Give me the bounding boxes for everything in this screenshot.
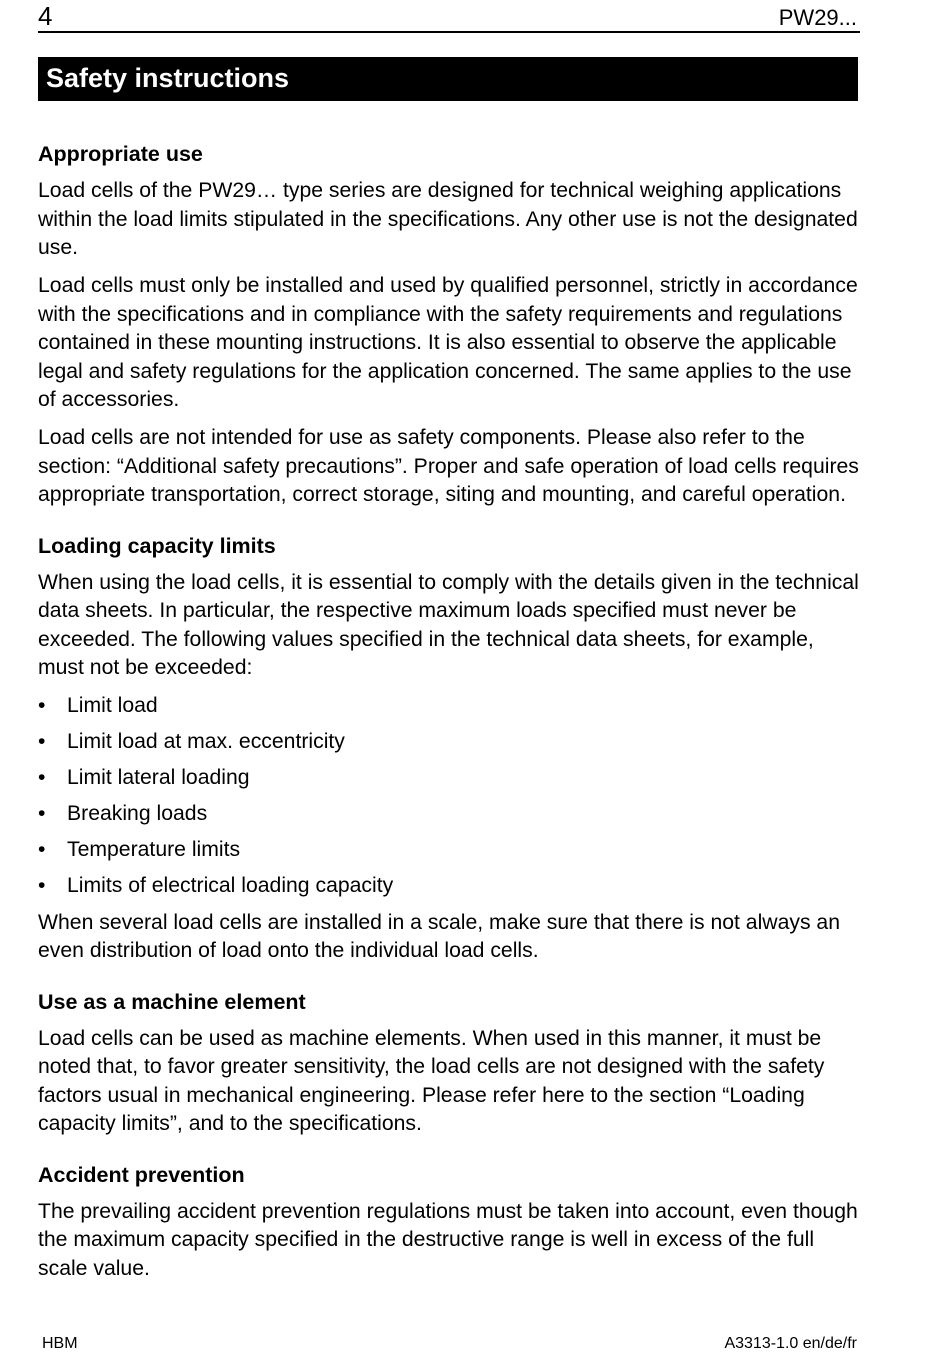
footer-brand: HBM <box>42 1335 78 1352</box>
bullet-icon: • <box>38 874 46 897</box>
section-appropriate-use <box>38 140 860 510</box>
section-loading-capacity-limits <box>38 532 860 966</box>
list-item: • Limit load at max. eccentricity <box>38 728 860 757</box>
section-heading: Appropriate use <box>38 142 203 166</box>
bullet-icon: • <box>38 766 46 789</box>
page-title: Safety instructions <box>46 63 290 93</box>
paragraph: Load cells of the PW29… type series are designed for technical weighing applications within the load limits stipulated in the specifications. Any other use is not the designated use. <box>38 179 858 259</box>
page-number: 4 <box>38 1 53 31</box>
paragraph: Load cells can be used as machine elements. When used in this manner, it must be noted that, to favor greater sensitivity, the load cells are not designed with the safety factors usual in mechanical engineering. Please refer here to the section “Loading capacity limits”, and to the specifications. <box>38 1026 825 1135</box>
bullet-icon: • <box>38 838 46 861</box>
list-item: • Temperature limits <box>38 836 860 865</box>
list-item: • Breaking loads <box>38 800 860 829</box>
title-bar <box>38 57 858 101</box>
paragraph: Load cells are not intended for use as safety components. Please also refer to the section: “Additional safety precautions”. Proper and safe operation of load cells requires appropriate transportation, correct storage, siting and mounting, and careful operation. <box>38 426 859 506</box>
header-rule <box>38 31 860 33</box>
section-accident-prevention <box>38 1161 860 1284</box>
paragraph: Load cells must only be installed and used by qualified personnel, strictly in accordance with the specifications and in compliance with the safety requirements and regulations contained in these mounting instructions. It is also essential to observe the applicable legal and safety regulations for the application concerned. The same applies to the use of accessories. <box>38 274 858 411</box>
bullet-icon: • <box>38 802 46 825</box>
list-item: • Limit lateral loading <box>38 764 860 793</box>
section-machine-element <box>38 988 860 1139</box>
paragraph: When using the load cells, it is essential to comply with the details given in the technical data sheets. In particular, the respective maximum loads specified must never be exceeded. The following values specified in the technical data sheets, for example, must not be exceeded: <box>38 570 859 679</box>
paragraph: When several load cells are installed in a scale, make sure that there is not always an even distribution of load onto the individual load cells. <box>38 910 841 962</box>
list-item: • Limits of electrical loading capacity <box>38 872 860 901</box>
limits-list <box>38 692 860 901</box>
section-heading: Accident prevention <box>38 1162 245 1187</box>
section-heading: Use as a machine element <box>38 989 306 1014</box>
bullet-icon: • <box>38 694 46 717</box>
footer-doc-id: A3313-1.0 en/de/fr <box>724 1335 857 1352</box>
document-code: PW29... <box>778 5 857 30</box>
section-heading: Loading capacity limits <box>38 533 276 558</box>
bullet-icon: • <box>38 730 46 753</box>
paragraph: The prevailing accident prevention regulations must be taken into account, even though the maximum capacity specified in the destructive range is well in excess of the full scale value. <box>38 1199 858 1280</box>
list-item: • Limit load <box>38 692 860 721</box>
content <box>38 140 860 1293</box>
